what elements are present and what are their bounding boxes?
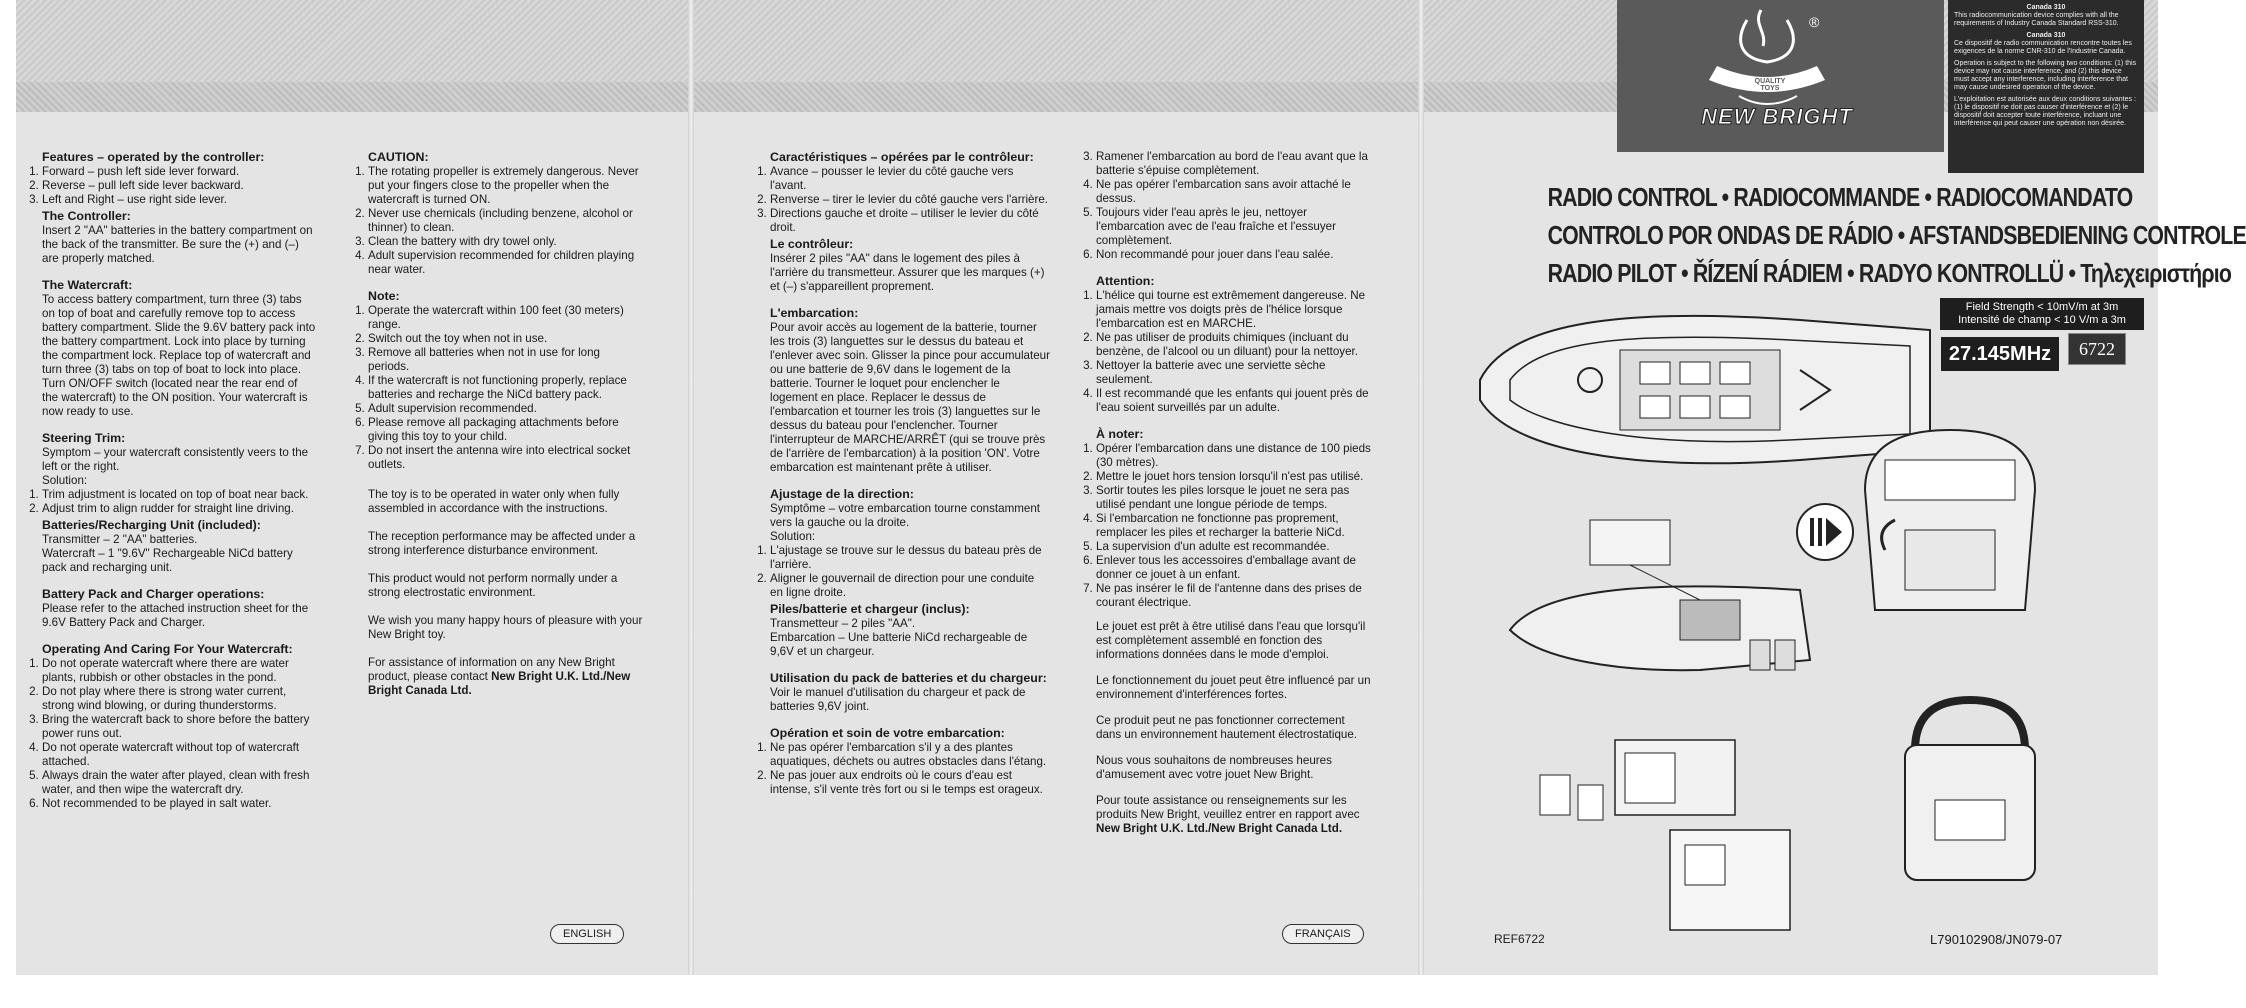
batteries-text: Embarcation – Une batterie NiCd rechargeable de 9,6V et un chargeur.: [770, 631, 1028, 658]
notice-text: Operation is subject to the following two conditions: (1) this device may not cause interference, and (2) this device must accept any interference, including interference that may cause undesired operation of the device.: [1954, 60, 2137, 91]
note-list: [1080, 442, 1372, 610]
controller-text: Insert 2 "AA" batteries in the battery compartment on the back of the transmitter. Be sure the (+) and (–) are properly matched.: [42, 224, 313, 265]
contact-company: New Bright U.K. Ltd./New Bright Canada Ltd.: [1096, 822, 1343, 835]
language-badge-english: ENGLISH: [550, 924, 624, 944]
batteries-text: Watercraft – 1 "9.6V" Rechargeable NiCd battery pack and recharging unit.: [42, 547, 293, 574]
paragraph: We wish you many happy hours of pleasure with your New Bright toy.: [368, 614, 643, 641]
caring-title: Opération et soin de votre embarcation:: [770, 726, 1005, 740]
fold-line: [688, 0, 694, 975]
brand-logo-panel: [1617, 0, 1944, 152]
watercraft-text: Pour avoir accès au logement de la batterie, tourner les trois (3) languettes sur le dessus du bateau et l'enlever avec soin. Glisser la pince pour accumulateur ou une batterie de 9,6V dans le logement de la batterie. Tourner le loquet pour enclencher le logement en place. Replacer le dessus de l'embarcation et tourner les trois (3) languettes sur le dessus du bateau pour l'enclencher. Tourner l'interrupteur de MARCHE/ARRÊT (qui se trouve près de l'arrière de l'embarcation) à la position 'ON'. Votre embarcation est maintenant prête à utiliser.: [770, 321, 1050, 474]
quality-toys-label: QUALITY TOYS: [1754, 78, 1786, 92]
list-item: 3. Nettoyer la batterie avec une serviette sèche seulement.: [1096, 359, 1372, 387]
notice-text: This radiocommunication device complies with all the requirements of Industry Canada Standard RSS-310.: [1954, 12, 2119, 27]
paragraph: The reception performance may be affected under a strong interference disturbance environment.: [368, 530, 636, 557]
list-item: 2. Ne pas jouer aux endroits où le cours d'eau est intense, s'il vente très fort ou si le temps est orageux.: [770, 769, 1050, 797]
contact-company: New Bright U.K. Ltd./New Bright Canada Ltd.: [368, 670, 631, 697]
notice-title: Canada 310: [2026, 32, 2066, 39]
notice-text: L'exploitation est autorisée aux deux conditions suivantes : (1) le dispositif ne doit pas causer d'interférence et (2) le dispositif doit accepter toute interférence, incluant une interférence qui peut causer une opération non désirée.: [1954, 96, 2136, 127]
list-item: 2. Reverse – pull left side lever backward.: [42, 179, 316, 193]
list-item: 2. Aligner le gouvernail de direction pour une conduite en ligne droite.: [770, 572, 1050, 600]
list-item: 2. Do not play where there is strong water current, strong wind blowing, or during thunderstorms.: [42, 685, 316, 713]
controller-title: Le contrôleur:: [770, 237, 854, 251]
list-item: 3. Clean the battery with dry towel only.: [368, 235, 644, 249]
model-number: 6722: [2068, 333, 2126, 365]
list-item: 6. Enlever tous les accessoires d'emballage avant de donner ce jouet à un enfant.: [1096, 554, 1372, 582]
batteries-title: Batteries/Recharging Unit (included):: [42, 518, 261, 532]
headline-line-1: RADIO CONTROL • RADIOCOMMANDE • RADIOCOMANDATO: [1547, 182, 2133, 212]
list-item: 1. Avance – pousser le levier du côté gauche vers l'avant.: [770, 165, 1050, 193]
pack-title: Utilisation du pack de batteries et du chargeur:: [770, 671, 1047, 685]
list-item: 6. Please remove all packaging attachments before giving this toy to your child.: [368, 416, 644, 444]
field-strength-en: Field Strength < 10mV/m at 3m: [1965, 301, 2119, 313]
list-item: 7. Ne pas insérer le fil de l'antenne dans des prises de courant électrique.: [1096, 582, 1372, 610]
notice-title: Canada 310: [2026, 4, 2066, 11]
paragraph: Nous vous souhaitons de nombreuses heures d'amusement avec votre jouet New Bright.: [1096, 754, 1332, 781]
list-item: 3. Directions gauche et droite – utiliser le levier du côté droit.: [770, 207, 1050, 235]
steering-title: Steering Trim:: [42, 431, 126, 445]
list-item: 6. Non recommandé pour jouer dans l'eau salée.: [1096, 248, 1372, 262]
battery-pack-illustration: [1895, 690, 2045, 890]
pack-title: Battery Pack and Charger operations:: [42, 587, 265, 601]
features-list: [750, 165, 1050, 235]
caring-title: Operating And Caring For Your Watercraft:: [42, 642, 293, 656]
caution-title: Attention:: [1096, 274, 1155, 288]
list-item: 4. Si l'embarcation ne fonctionne pas proprement, remplacer les piles et recharger la batterie NiCd.: [1096, 512, 1372, 540]
controller-text: Insérer 2 piles "AA" dans le logement des piles à l'arrière du transmetteur. Assurer que les marques (+) et (–) s'appareillent proprement.: [770, 252, 1045, 293]
list-item: 7. Do not insert the antenna wire into electrical socket outlets.: [368, 444, 644, 472]
registered-mark: ®: [1809, 14, 1820, 30]
headline-line-2: CONTROLO POR ONDAS DE RÁDIO • AFSTANDSBEDIENING CONTROLE: [1547, 220, 2246, 250]
english-column-2: [352, 150, 644, 706]
caring-list: [750, 741, 1050, 797]
reference-code: REF6722: [1494, 932, 1545, 946]
fold-line: [1418, 0, 1424, 975]
watercraft-title: L'embarcation:: [770, 306, 859, 320]
product-code: L790102908/JN079-07: [1930, 932, 2063, 947]
steering-list: [750, 544, 1050, 600]
list-item: 4. Il est recommandé que les enfants qui jouent près de l'eau soient surveillés par un adulte.: [1096, 387, 1372, 415]
caution-list: [352, 165, 644, 277]
list-item: 2. Never use chemicals (including benzene, alcohol or thinner) to clean.: [368, 207, 644, 235]
watercraft-text: To access battery compartment, turn three (3) tabs on top of boat and carefully remove top to access battery compartment. Slide the 9.6V battery pack into the battery compartment. Lock into place by turning the compartment lock. Replace top of watercraft and turn three (3) tabs on top of boat to lock into place. Turn ON/OFF switch (located near the rear end of the watercraft) to the ON position. Your watercraft is now ready to use.: [42, 293, 316, 418]
list-item: 5. Always drain the water after played, clean with fresh water, and then wipe the watercraft dry.: [42, 769, 316, 797]
contact-paragraph: [1096, 794, 1372, 836]
contact-text: Pour toute assistance ou renseignements sur les produits New Bright, veuillez entrer en rapport avec: [1096, 794, 1360, 821]
list-item: 5. La supervision d'un adulte est recommandée.: [1096, 540, 1372, 554]
features-title: Features – operated by the controller:: [42, 150, 265, 164]
paragraph: Le jouet est prêt à être utilisé dans l'eau que lorsqu'il est complètement assemblé en fonction des informations données dans le mode d'emploi.: [1096, 620, 1366, 661]
list-item: 2. Adjust trim to align rudder for straight line driving.: [42, 502, 316, 516]
french-column-1: [750, 150, 1050, 799]
steering-title: Ajustage de la direction:: [770, 487, 914, 501]
contact-text: For assistance of information on any New Bright product, please contact: [368, 656, 615, 683]
caring-list: [26, 657, 316, 811]
list-item: 2. Switch out the toy when not in use.: [368, 332, 644, 346]
list-item: 3. Sortir toutes les piles lorsque le jouet ne sera pas utilisé pendant une longue période de temps.: [1096, 484, 1372, 512]
pack-text: Voir le manuel d'utilisation du chargeur et pack de batteries 9,6V joint.: [770, 686, 1026, 713]
list-item: 1. Trim adjustment is located on top of boat near back.: [42, 488, 316, 502]
language-badge-french: FRANÇAIS: [1282, 924, 1364, 944]
paragraph: Ce produit peut ne pas fonctionner correctement dans un environnement hautement électrostatique.: [1096, 714, 1358, 741]
solution-label: Solution:: [42, 474, 88, 487]
features-title: Caractéristiques – opérées par le contrôleur:: [770, 150, 1034, 164]
battery-compartment-illustration: [1855, 420, 2045, 620]
controller-title: The Controller:: [42, 209, 131, 223]
list-item: 3. Remove all batteries when not in use for long periods.: [368, 346, 644, 374]
watercraft-title: The Watercraft:: [42, 278, 133, 292]
list-item: 2. Mettre le jouet hors tension lorsqu'il n'est pas utilisé.: [1096, 470, 1372, 484]
french-column-2: [1080, 150, 1372, 844]
list-item: 6. Not recommended to be played in salt water.: [42, 797, 316, 811]
note-title: Note:: [368, 289, 400, 303]
list-item: 1. Opérer l'embarcation dans une distance de 100 pieds (30 mètres).: [1096, 442, 1372, 470]
caution-title: CAUTION:: [368, 150, 429, 164]
list-item: 3. Ramener l'embarcation au bord de l'eau avant que la batterie s'épuise complètement.: [1096, 150, 1372, 178]
caution-list: [1080, 289, 1372, 415]
notice-text: Ce dispositif de radio communication rencontre toutes les exigences de la norme CNR-310 de l'Industrie Canada.: [1954, 40, 2132, 55]
list-item: 5. Toujours vider l'eau après le jeu, nettoyer l'embarcation avec de l'eau fraîche et l'essuyer complètement.: [1096, 206, 1372, 248]
paragraph: The toy is to be operated in water only when fully assembled in accordance with the instructions.: [368, 488, 620, 515]
list-item: 1. The rotating propeller is extremely dangerous. Never put your fingers close to the propeller when the watercraft is turned ON.: [368, 165, 644, 207]
list-item: 3. Bring the watercraft back to shore before the battery power runs out.: [42, 713, 316, 741]
field-strength-label: [1940, 298, 2144, 330]
list-item: 1. L'ajustage se trouve sur le dessus du bateau près de l'arrière.: [770, 544, 1050, 572]
steering-text: Symptom – your watercraft consistently veers to the left or the right.: [42, 446, 309, 473]
list-item: 1. Forward – push left side lever forward.: [42, 165, 316, 179]
list-item: 1. L'hélice qui tourne est extrêmement dangereuse. Ne jamais mettre vos doigts près de l'hélice lorsque l'embarcation est en MARCHE.: [1096, 289, 1372, 331]
frequency-badge: 27.145MHz: [1941, 337, 2059, 371]
list-item: 1. Ne pas opérer l'embarcation s'il y a des plantes aquatiques, déchets ou autres obstacles dans l'étang.: [770, 741, 1050, 769]
pack-text: Please refer to the attached instruction sheet for the 9.6V Battery Pack and Charger.: [42, 602, 309, 629]
list-item: 3. Left and Right – use right side lever.: [42, 193, 316, 207]
note-list: [352, 304, 644, 472]
batteries-text: Transmitter – 2 "AA" batteries.: [42, 533, 198, 546]
paragraph: Le fonctionnement du jouet peut être influencé par un environnement d'interférences fortes.: [1096, 674, 1371, 701]
list-item: 4. If the watercraft is not functioning properly, replace batteries and recharge the NiCd battery pack.: [368, 374, 644, 402]
paragraph: This product would not perform normally under a strong electrostatic environment.: [368, 572, 618, 599]
solution-label: Solution:: [770, 530, 816, 543]
list-item: 2. Renverse – tirer le levier du côté gauche vers l'arrière.: [770, 193, 1050, 207]
brand-name: NEW BRIGHT: [1701, 104, 1853, 129]
list-item: 1. Do not operate watercraft where there are water plants, rubbish or other obstacles in the pond.: [42, 657, 316, 685]
list-item: 1. Operate the watercraft within 100 feet (30 meters) range.: [368, 304, 644, 332]
contact-paragraph: [368, 656, 644, 698]
list-item: 2. Ne pas utiliser de produits chimiques (incluant du benzène, de l'alcool ou un diluant) pour la nettoyer.: [1096, 331, 1372, 359]
batteries-title: Piles/batterie et chargeur (inclus):: [770, 602, 970, 616]
features-list: [26, 165, 316, 207]
list-item: 5. Adult supervision recommended.: [368, 402, 644, 416]
regulatory-notice: [1948, 0, 2144, 173]
batteries-text: Transmetteur – 2 piles "AA".: [770, 617, 916, 630]
list-item: 4. Do not operate watercraft without top of watercraft attached.: [42, 741, 316, 769]
field-strength-fr: Intensité de champ < 10 V/m a 3m: [1958, 314, 2126, 326]
steering-list: [26, 488, 316, 516]
english-column-1: [26, 150, 316, 813]
boat-side-view-illustration: [1500, 520, 1820, 680]
note-title: À noter:: [1096, 427, 1144, 441]
charger-illustration: [1520, 735, 1820, 935]
list-item: 4. Ne pas opérer l'embarcation sans avoir attaché le dessus.: [1096, 178, 1372, 206]
caring-list-continued: [1080, 150, 1372, 262]
list-item: 4. Adult supervision recommended for children playing near water.: [368, 249, 644, 277]
steering-text: Symptôme – votre embarcation tourne constamment vers la gauche ou la droite.: [770, 502, 1041, 529]
headline-line-3: RADIO PILOT • ŘÍZENÍ RÁDIEM • RADYO KONTROLLÜ • Τηλεχειριστήριο: [1547, 258, 2232, 288]
